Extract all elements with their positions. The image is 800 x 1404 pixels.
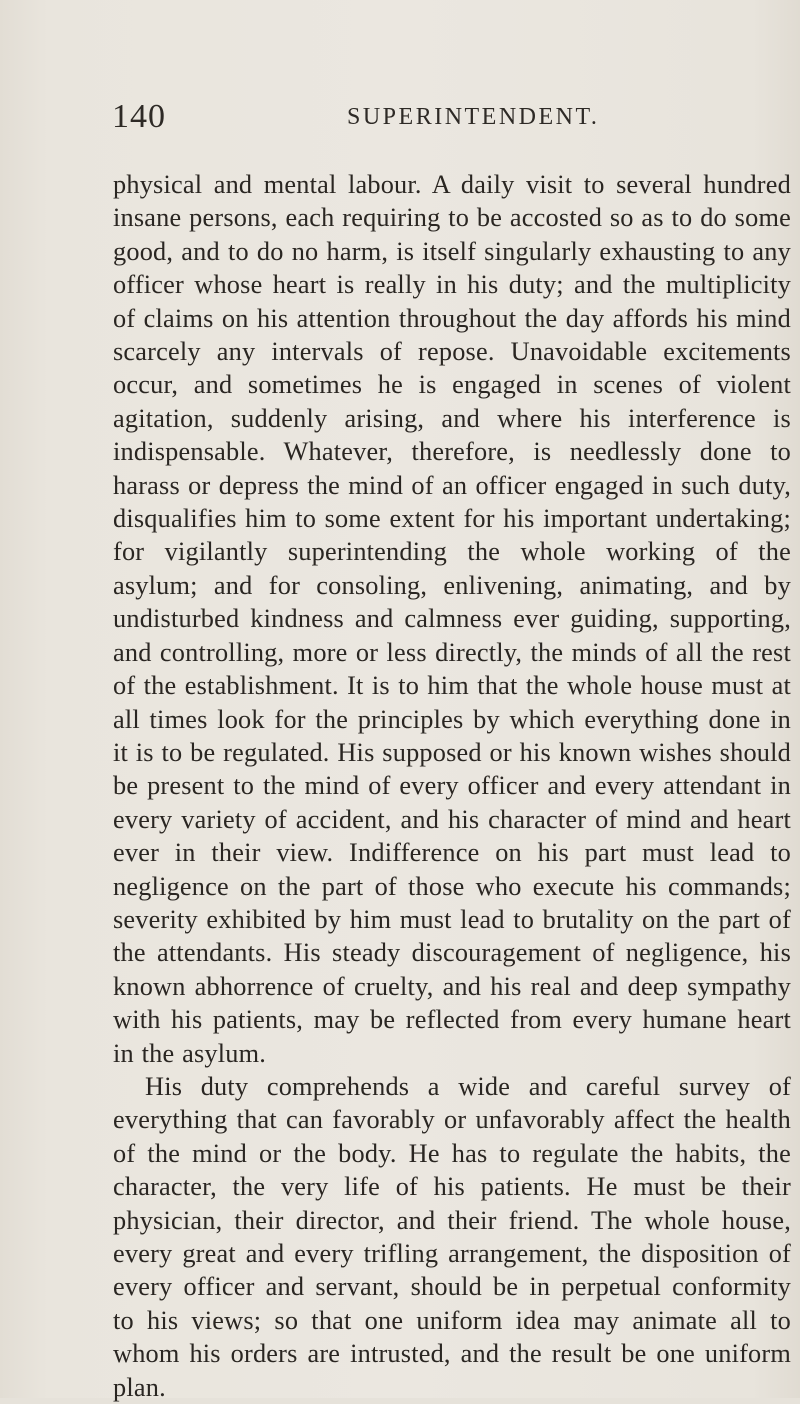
running-title: SUPERINTENDENT.: [347, 104, 600, 130]
running-head: [112, 98, 792, 138]
paragraph-2: His duty comprehends a wide and careful survey of everything that can favorably or unfavorably affect the health of the mind or the body. He has to regulate the habits, the character, the very life of his patients. He must be their physician, their director, and their friend. The whole house, every great and every trifling arrangement, the disposition of every officer and servant, should be in perpetual conformity to his views; so that one uniform idea may animate all to whom his orders are intrusted, and the result be one uniform plan.: [113, 1071, 791, 1402]
page-number: 140: [112, 98, 166, 135]
body-text: [113, 168, 791, 1404]
paragraph-1: physical and mental labour. A daily visit to several hundred insane persons, each requiring to be accosted so as to do some good, and to do no harm, is itself singularly exhausting to any officer whose heart is really in his duty; and the multiplicity of claims on his attention throughout the day affords his mind scarcely any intervals of repose. Unavoidable excitements occur, and sometimes he is engaged in scenes of violent agitation, suddenly arising, and where his interference is indispensable. Whatever, therefore, is needlessly done to harass or depress the mind of an officer engaged in such duty, disqualifies him to some extent for his important undertaking; for vigilantly superintending the whole working of the asylum; and for consoling, enlivening, animating, and by undisturbed kindness and calmness ever guiding, supporting, and controlling, more or less directly, the minds of all the rest of the establishment. It is to him that the whole house must at all times look for the principles by which everything done in it is to be regulated. His supposed or his known wishes should be present to the mind of every officer and every attendant in every variety of accident, and his character of mind and heart ever in their view. Indifference on his part must lead to negligence on the part of those who execute his commands; severity exhibited by him must lead to brutality on the part of the attendants. His steady discouragement of negligence, his known abhorrence of cruelty, and his real and deep sympathy with his patients, may be reflected from every humane heart in the asylum.: [113, 170, 791, 1068]
